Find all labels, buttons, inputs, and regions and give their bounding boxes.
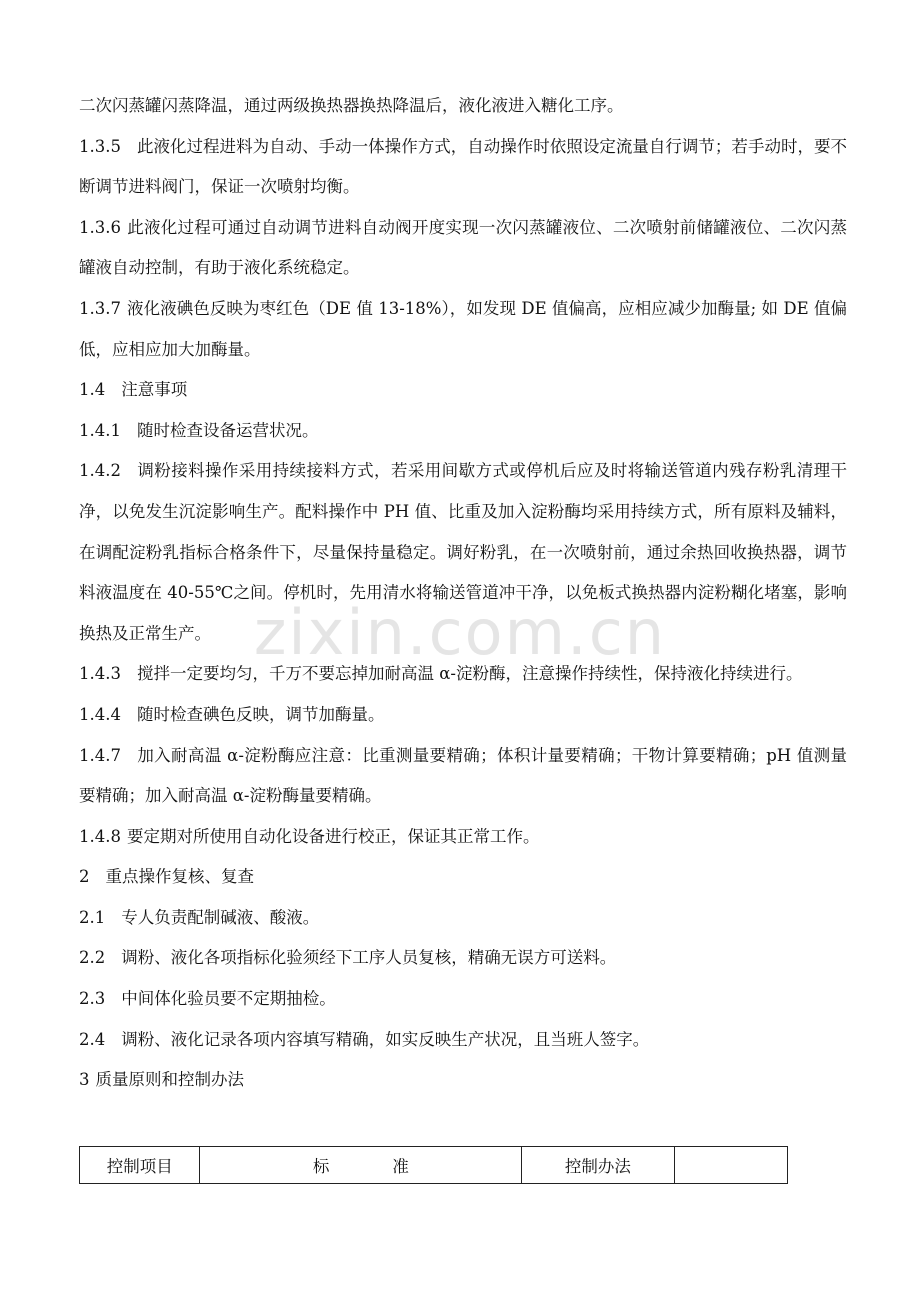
paragraph — [79, 86, 847, 127]
heading-text: 重点操作复核、复查 — [105, 867, 254, 887]
header-control-item: 控制项目 — [80, 1147, 200, 1184]
paragraph-text: 专人负责配制碱液、酸液。 — [121, 907, 320, 927]
section-number: 1.4.3 — [79, 664, 121, 684]
paragraph-text: 要定期对所使用自动化设备进行校正，保证其正常工作。 — [126, 826, 540, 846]
table-header-row — [80, 1147, 788, 1184]
paragraph-text: 随时检查碘色反映，调节加酶量。 — [136, 704, 385, 724]
paragraph-2-3 — [79, 979, 847, 1020]
paragraph-text: 液化液碘色反映为枣红色（DE 值 13-18%），如发现 DE 值偏高，应相应减少加酶量; 如 DE 值偏低，应相应加大加酶量。 — [79, 298, 847, 359]
paragraph-1-3-5 — [79, 127, 847, 208]
section-number: 2 — [79, 867, 90, 887]
watermark: zixin.com.cn — [253, 596, 667, 669]
paragraph-2-2 — [79, 938, 847, 979]
header-empty — [674, 1147, 787, 1184]
paragraph-1-3-7 — [79, 289, 847, 370]
paragraph-2-1 — [79, 898, 847, 939]
header-control-method: 控制办法 — [522, 1147, 674, 1184]
section-number: 1.4.4 — [79, 704, 121, 724]
section-number: 2.2 — [79, 948, 106, 968]
paragraph-2-4 — [79, 1020, 847, 1061]
heading-text: 质量原则和控制办法 — [95, 1070, 244, 1090]
heading-text: 注意事项 — [121, 380, 188, 400]
section-number: 2.4 — [79, 1029, 106, 1049]
paragraph-text: 调粉、液化记录各项内容填写精确，如实反映生产状况，且当班人签字。 — [121, 1029, 650, 1049]
paragraph-1-4-7 — [79, 736, 847, 817]
paragraph-text: 中间体化验员要不定期抽检。 — [121, 989, 336, 1009]
header-standard: 标 准 — [200, 1147, 522, 1184]
document-body — [79, 86, 847, 1101]
paragraph-1-4-1 — [79, 411, 847, 452]
paragraph-text: 搅拌一定要均匀，千万不要忘掉加耐高温 α-淀粉酶，注意操作持续性，保持液化持续进行。 — [136, 664, 803, 684]
paragraph-1-4-3 — [79, 654, 847, 695]
heading-1-4 — [79, 370, 847, 411]
section-number: 2.1 — [79, 907, 106, 927]
paragraph-1-4-2 — [79, 451, 847, 654]
paragraph-text: 加入耐高温 α-淀粉酶应注意：比重测量要精确；体积计量要精确；干物计算要精确；pH 值测量要精确；加入耐高温 α-淀粉酶量要精确。 — [79, 745, 847, 806]
section-number: 3 — [79, 1070, 90, 1090]
section-number: 1.4.8 — [79, 826, 121, 846]
paragraph-text: 此液化过程可通过自动调节进料自动阀开度实现一次闪蒸罐液位、二次喷射前储罐液位、二次闪蒸罐液自动控制，有助于液化系统稳定。 — [79, 217, 847, 278]
quality-control-table — [79, 1146, 788, 1184]
section-number: 1.4.1 — [79, 420, 121, 440]
paragraph-1-3-6 — [79, 208, 847, 289]
section-number: 1.4.2 — [79, 461, 121, 481]
section-number: 1.3.6 — [79, 217, 121, 237]
section-number: 1.4.7 — [79, 745, 121, 765]
paragraph-text: 调粉、液化各项指标化验须经下工序人员复核，精确无误方可送料。 — [121, 948, 617, 968]
paragraph-text: 调粉接料操作采用持续接料方式，若采用间歇方式或停机后应及时将输送管道内残存粉乳清理干净，以免发生沉淀影响生产。配料操作中 PH 值、比重及加入淀粉酶均采用持续方式，所有原料及辅料，在调配淀粉乳指标合格条件下，尽量保持量稳定。调好粉乳，在一次喷射前，通过余热回收换热器，调节料液温度在 40-55℃之间。停机时，先用清水将输送管道冲干净，以免板式换热器内淀粉糊化堵塞，影响换热及正常生产。 — [79, 461, 847, 643]
paragraph-text: 随时检查设备运营状况。 — [136, 420, 319, 440]
heading-3 — [79, 1060, 847, 1101]
paragraph-1-4-8 — [79, 817, 847, 858]
section-number: 2.3 — [79, 989, 106, 1009]
paragraph-text: 二次闪蒸罐闪蒸降温，通过两级换热器换热降温后，液化液进入糖化工序。 — [79, 96, 624, 115]
section-number: 1.3.5 — [79, 136, 121, 156]
section-number: 1.3.7 — [79, 298, 121, 318]
paragraph-1-4-4 — [79, 695, 847, 736]
section-number: 1.4 — [79, 380, 106, 400]
paragraph-text: 此液化过程进料为自动、手动一体操作方式，自动操作时依照设定流量自行调节；若手动时，要不断调节进料阀门，保证一次喷射均衡。 — [79, 136, 847, 197]
heading-2 — [79, 857, 847, 898]
